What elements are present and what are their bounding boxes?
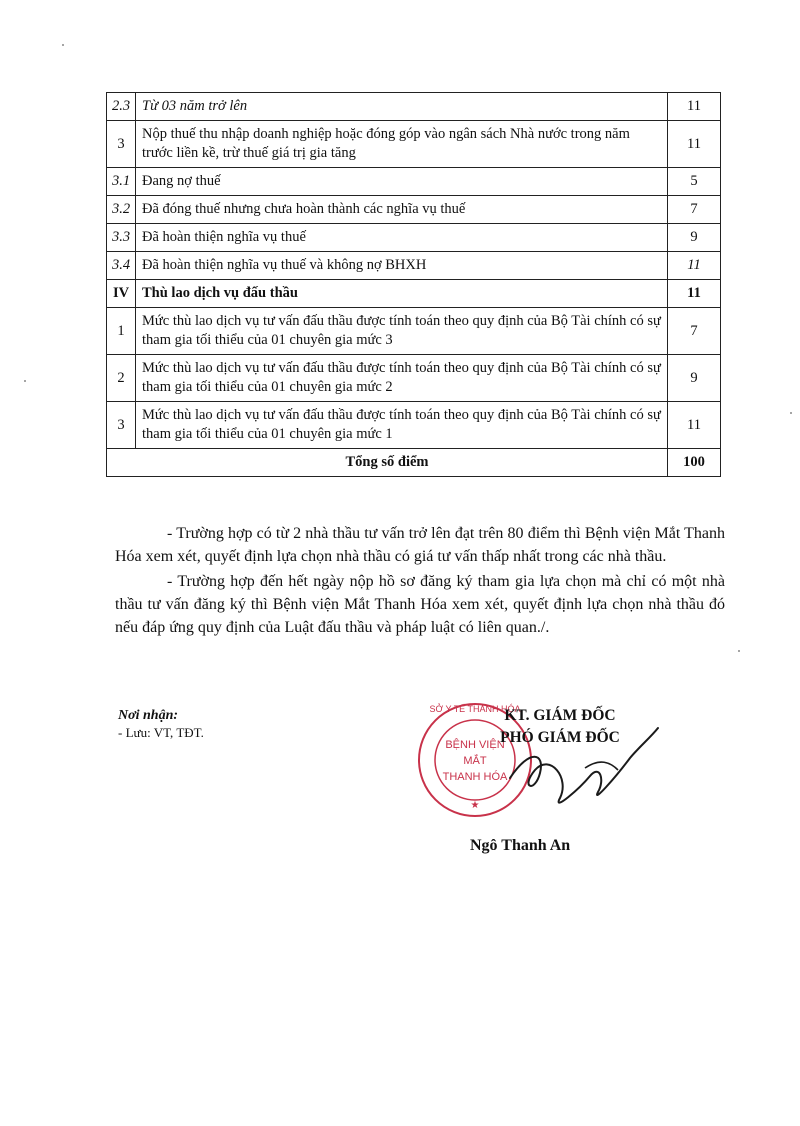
- table-row: [107, 280, 721, 308]
- table-row: [107, 196, 721, 224]
- signer-name: Ngô Thanh An: [470, 837, 571, 854]
- table-row: [107, 93, 721, 121]
- row-number: 3.1: [107, 168, 136, 196]
- row-points: 7: [668, 308, 721, 355]
- row-description: Đang nợ thuế: [136, 168, 668, 196]
- stamp-line: MẮT: [463, 755, 487, 767]
- recipients-title: Nơi nhận:: [118, 708, 179, 723]
- notes-section: [115, 522, 725, 639]
- row-description: Đã hoàn thiện nghĩa vụ thuế và không nợ BHXH: [136, 252, 668, 280]
- row-number: 2: [107, 355, 136, 402]
- row-number: IV: [107, 280, 136, 308]
- table-row: [107, 224, 721, 252]
- table-row: [107, 168, 721, 196]
- row-points: 11: [668, 280, 721, 308]
- row-description: Từ 03 năm trở lên: [136, 93, 668, 121]
- row-description: Đã đóng thuế nhưng chưa hoàn thành các nghĩa vụ thuế: [136, 196, 668, 224]
- signature-title-line2: PHÓ GIÁM ĐỐC: [500, 729, 620, 746]
- row-number: 3.2: [107, 196, 136, 224]
- table-row: [107, 308, 721, 355]
- row-points: 11: [668, 252, 721, 280]
- scoring-table: [106, 92, 721, 477]
- row-points: 11: [668, 93, 721, 121]
- total-row: [107, 449, 721, 477]
- row-number: 1: [107, 308, 136, 355]
- stamp-line: THANH HÓA: [442, 771, 508, 783]
- scan-speck: [738, 650, 740, 652]
- row-points: 7: [668, 196, 721, 224]
- row-number: 2.3: [107, 93, 136, 121]
- row-points: 11: [668, 121, 721, 168]
- table-row: [107, 252, 721, 280]
- recipients-block: [118, 707, 204, 741]
- row-description: Thù lao dịch vụ đấu thầu: [136, 280, 668, 308]
- table-row: [107, 402, 721, 449]
- row-description: Nộp thuế thu nhập doanh nghiệp hoặc đóng góp vào ngân sách Nhà nước trong năm trước liền kề, trừ thuế giá trị gia tăng: [136, 121, 668, 168]
- table-row: [107, 355, 721, 402]
- row-number: 3.3: [107, 224, 136, 252]
- row-description: Mức thù lao dịch vụ tư vấn đấu thầu được tính toán theo quy định của Bộ Tài chính có sự tham gia tối thiểu của 01 chuyên gia mức 1: [136, 402, 668, 449]
- row-points: 5: [668, 168, 721, 196]
- row-description: Mức thù lao dịch vụ tư vấn đấu thầu được tính toán theo quy định của Bộ Tài chính có sự tham gia tối thiểu của 01 chuyên gia mức 3: [136, 308, 668, 355]
- total-points: 100: [668, 449, 721, 477]
- row-number: 3: [107, 402, 136, 449]
- row-description: Mức thù lao dịch vụ tư vấn đấu thầu được tính toán theo quy định của Bộ Tài chính có sự tham gia tối thiểu của 01 chuyên gia mức 2: [136, 355, 668, 402]
- signature-title-line1: KT. GIÁM ĐỐC: [504, 707, 616, 724]
- total-label: Tổng số điểm: [107, 449, 668, 477]
- stamp-ring-text: SỞ Y TẾ THANH HÓA: [429, 704, 521, 714]
- svg-text:★: ★: [470, 800, 480, 811]
- table-row: [107, 121, 721, 168]
- note-paragraph: - Trường hợp đến hết ngày nộp hồ sơ đăng ký tham gia lựa chọn mà chỉ có một nhà thầu tư vấn đăng ký thì Bệnh viện Mắt Thanh Hóa xem xét, quyết định lựa chọn nhà thầu đó nếu đáp ứng quy định của Luật đấu thầu và pháp luật có liên quan./.: [115, 573, 725, 636]
- note-paragraph: - Trường hợp có từ 2 nhà thầu tư vấn trở lên đạt trên 80 điểm thì Bệnh viện Mắt Thanh Hóa xem xét, quyết định lựa chọn nhà thầu có giá tư vấn thấp nhất trong các nhà thầu.: [115, 525, 725, 565]
- scan-speck: [790, 412, 792, 414]
- handwritten-signature: [490, 718, 665, 828]
- recipients-line: - Lưu: VT, TĐT.: [118, 725, 204, 740]
- row-points: 11: [668, 402, 721, 449]
- row-description: Đã hoàn thiện nghĩa vụ thuế: [136, 224, 668, 252]
- scan-speck: [62, 44, 64, 46]
- row-number: 3: [107, 121, 136, 168]
- row-points: 9: [668, 355, 721, 402]
- scan-speck: [24, 380, 26, 382]
- row-points: 9: [668, 224, 721, 252]
- row-number: 3.4: [107, 252, 136, 280]
- stamp-line: BỆNH VIỆN: [445, 739, 505, 751]
